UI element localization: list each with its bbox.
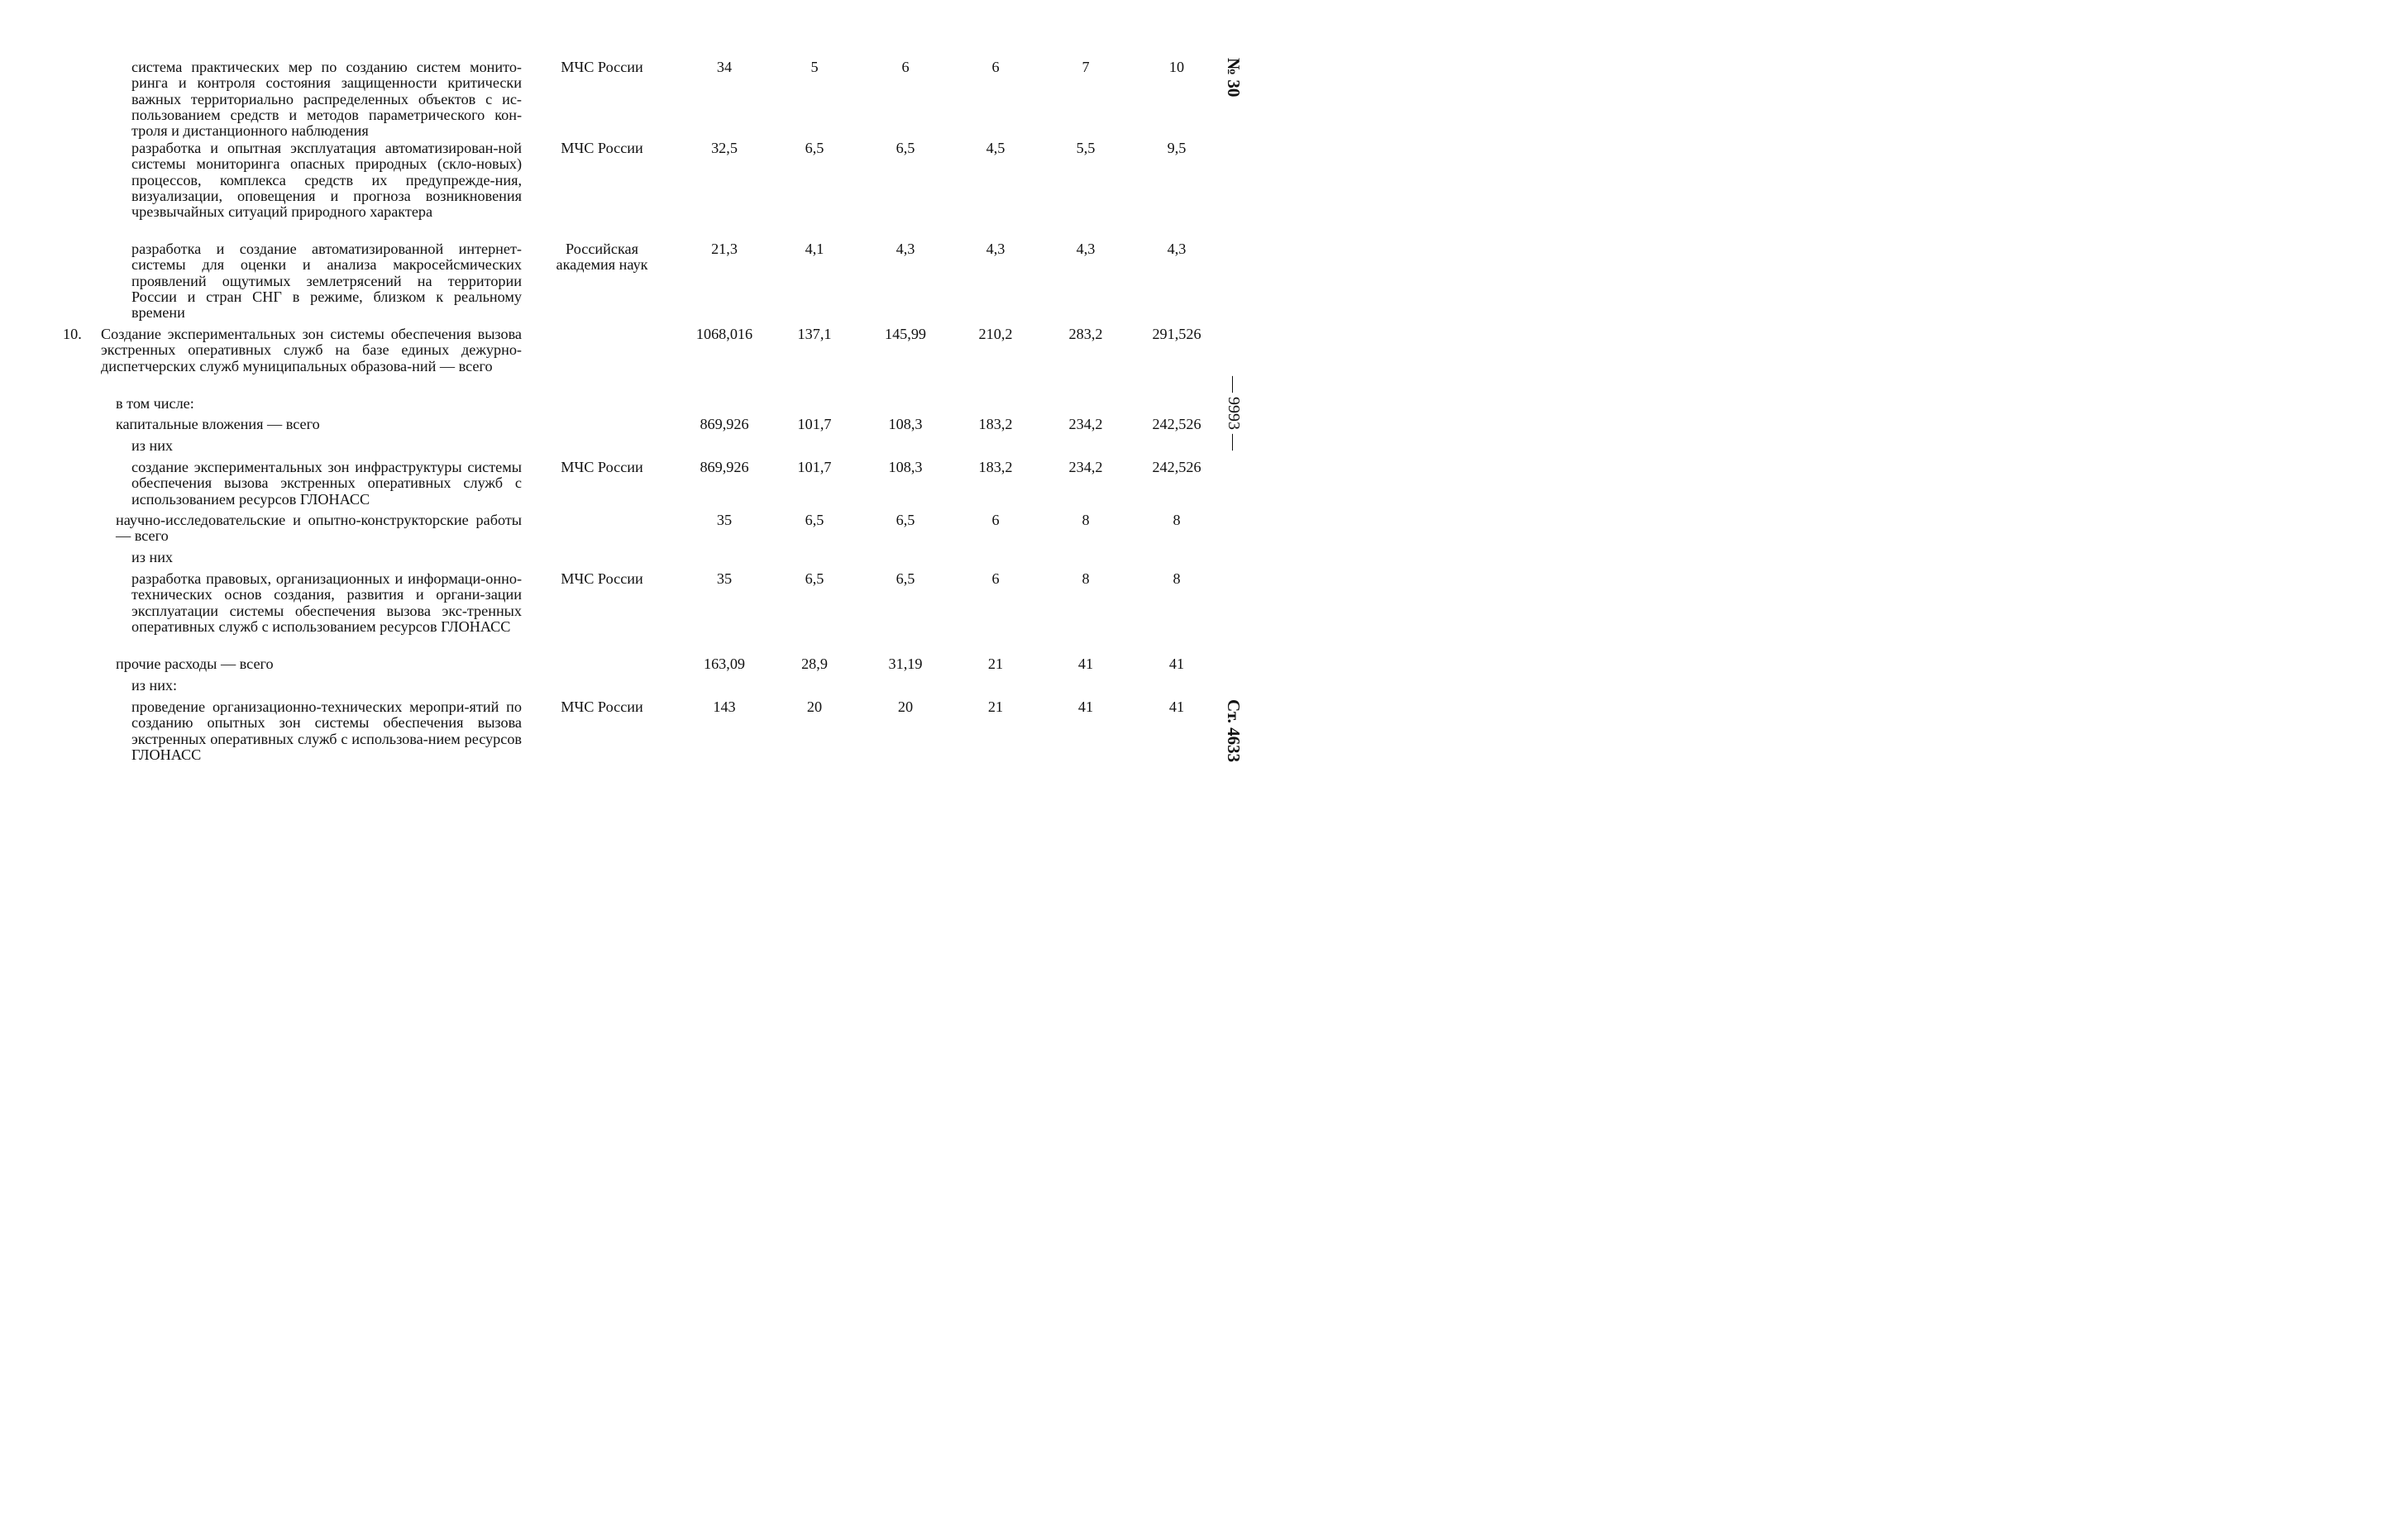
row-executor: МЧС России xyxy=(561,59,643,75)
row-description: в том числе: xyxy=(116,395,194,412)
row-description: создание экспериментальных зон инфраструктуры системы обеспечения вызова экстренных оперативных служб с использованием ресурсов ГЛОНАСС xyxy=(131,459,522,508)
value-year-3: 183,2 xyxy=(978,459,1013,475)
item-number: 10. xyxy=(63,326,82,342)
value-year-3: 210,2 xyxy=(978,326,1013,342)
row-description: Создание экспериментальных зон системы обеспечения вызова экстренных оперативных служб на базе единых дежурно-диспетчерских служб муниципальных образова-ний — всего xyxy=(101,326,522,374)
value-year-4: 41 xyxy=(1077,698,1094,715)
value-year-4: 8 xyxy=(1082,570,1090,587)
value-year-2: 145,99 xyxy=(884,326,926,342)
value-year-2: 6 xyxy=(901,59,910,75)
value-year-4: 41 xyxy=(1077,656,1094,672)
document-page xyxy=(0,0,1282,848)
value-year-5: 242,526 xyxy=(1152,416,1201,432)
value-year-2: 108,3 xyxy=(888,416,923,432)
value-year-2: 6,5 xyxy=(896,512,915,528)
value-year-4: 5,5 xyxy=(1076,140,1096,156)
value-total: 143 xyxy=(713,698,736,715)
value-year-1: 101,7 xyxy=(797,416,832,432)
value-year-1: 20 xyxy=(806,698,823,715)
value-year-4: 234,2 xyxy=(1068,459,1103,475)
value-year-1: 5 xyxy=(810,59,819,75)
value-year-3: 21 xyxy=(987,656,1004,672)
row-description: научно-исследовательские и опытно-конструкторские работы — всего xyxy=(116,512,522,545)
issue-number: № 30 xyxy=(1224,58,1244,98)
row-executor: Российская академия наук xyxy=(556,241,648,274)
value-year-5: 10 xyxy=(1168,59,1185,75)
page-number: — 9993 — xyxy=(1225,376,1243,451)
value-year-4: 283,2 xyxy=(1068,326,1103,342)
value-year-3: 6 xyxy=(991,512,1000,528)
value-year-1: 6,5 xyxy=(805,140,824,156)
value-year-3: 4,3 xyxy=(986,241,1005,257)
value-year-4: 4,3 xyxy=(1076,241,1096,257)
value-year-2: 20 xyxy=(897,698,914,715)
row-description: разработка правовых, организационных и информаци-онно-технических основ создания, развития и органи-зации эксплуатации системы обеспечения вызова экс-тренных оперативных служб с использованием ресурсов ГЛОНАСС xyxy=(131,570,522,635)
value-year-5: 8 xyxy=(1173,570,1181,587)
value-year-5: 9,5 xyxy=(1167,140,1187,156)
row-description: разработка и создание автоматизированной интернет-системы для оценки и анализа макросейсмических проявлений ощутимых землетрясений на территории России и стран СНГ в режиме, близком к реальному времени xyxy=(131,241,522,322)
value-year-2: 6,5 xyxy=(896,140,915,156)
row-description: разработка и опытная эксплуатация автоматизирован-ной системы мониторинга опасных природных (скло-новых) процессов, комплекса средств их предупрежде-ния, визуализации, оповещения и прогноза возникновения чрезвычайных ситуаций природного характера xyxy=(131,140,522,221)
value-total: 32,5 xyxy=(711,140,738,156)
value-total: 34 xyxy=(716,59,733,75)
row-description: прочие расходы — всего xyxy=(116,656,274,672)
value-total: 35 xyxy=(716,512,733,528)
value-year-5: 291,526 xyxy=(1152,326,1201,342)
value-year-1: 28,9 xyxy=(801,656,828,672)
value-year-3: 4,5 xyxy=(986,140,1005,156)
value-year-1: 6,5 xyxy=(805,570,824,587)
value-year-2: 4,3 xyxy=(896,241,915,257)
value-year-3: 21 xyxy=(987,698,1004,715)
value-year-4: 234,2 xyxy=(1068,416,1103,432)
value-total: 869,926 xyxy=(700,459,749,475)
row-executor: МЧС России xyxy=(561,570,643,587)
value-total: 1068,016 xyxy=(695,326,753,342)
value-year-5: 4,3 xyxy=(1167,241,1187,257)
value-total: 35 xyxy=(716,570,733,587)
row-description: капитальные вложения — всего xyxy=(116,416,320,432)
value-year-5: 41 xyxy=(1168,698,1185,715)
value-year-5: 242,526 xyxy=(1152,459,1201,475)
row-executor: МЧС России xyxy=(561,140,643,156)
row-description: из них: xyxy=(131,677,178,694)
value-year-1: 101,7 xyxy=(797,459,832,475)
row-executor: МЧС России xyxy=(561,459,643,475)
value-total: 869,926 xyxy=(700,416,749,432)
value-year-3: 6 xyxy=(991,59,1000,75)
row-description: из них xyxy=(131,437,174,454)
value-year-3: 6 xyxy=(991,570,1000,587)
value-year-4: 7 xyxy=(1082,59,1090,75)
row-executor: МЧС России xyxy=(561,698,643,715)
value-year-5: 8 xyxy=(1173,512,1181,528)
article-number: Ст. 4633 xyxy=(1224,699,1244,763)
row-description: система практических мер по созданию систем монито-ринга и контроля состояния защищенности критически важных территориально распределенных объектов с ис-пользованием средств и методов параметрического кон-троля и дистанционного наблюдения xyxy=(131,59,522,140)
value-year-5: 41 xyxy=(1168,656,1185,672)
row-description: из них xyxy=(131,549,174,565)
value-year-2: 108,3 xyxy=(888,459,923,475)
value-year-4: 8 xyxy=(1082,512,1090,528)
value-year-1: 137,1 xyxy=(797,326,832,342)
value-year-3: 183,2 xyxy=(978,416,1013,432)
value-year-2: 6,5 xyxy=(896,570,915,587)
value-year-1: 4,1 xyxy=(805,241,824,257)
value-year-1: 6,5 xyxy=(805,512,824,528)
row-description: проведение организационно-технических меропри-ятий по созданию опытных зон системы обеспечения вызова экстренных оперативных служб с использова-нием ресурсов ГЛОНАСС xyxy=(131,698,522,763)
value-year-2: 31,19 xyxy=(888,656,923,672)
value-total: 163,09 xyxy=(703,656,745,672)
value-total: 21,3 xyxy=(711,241,738,257)
